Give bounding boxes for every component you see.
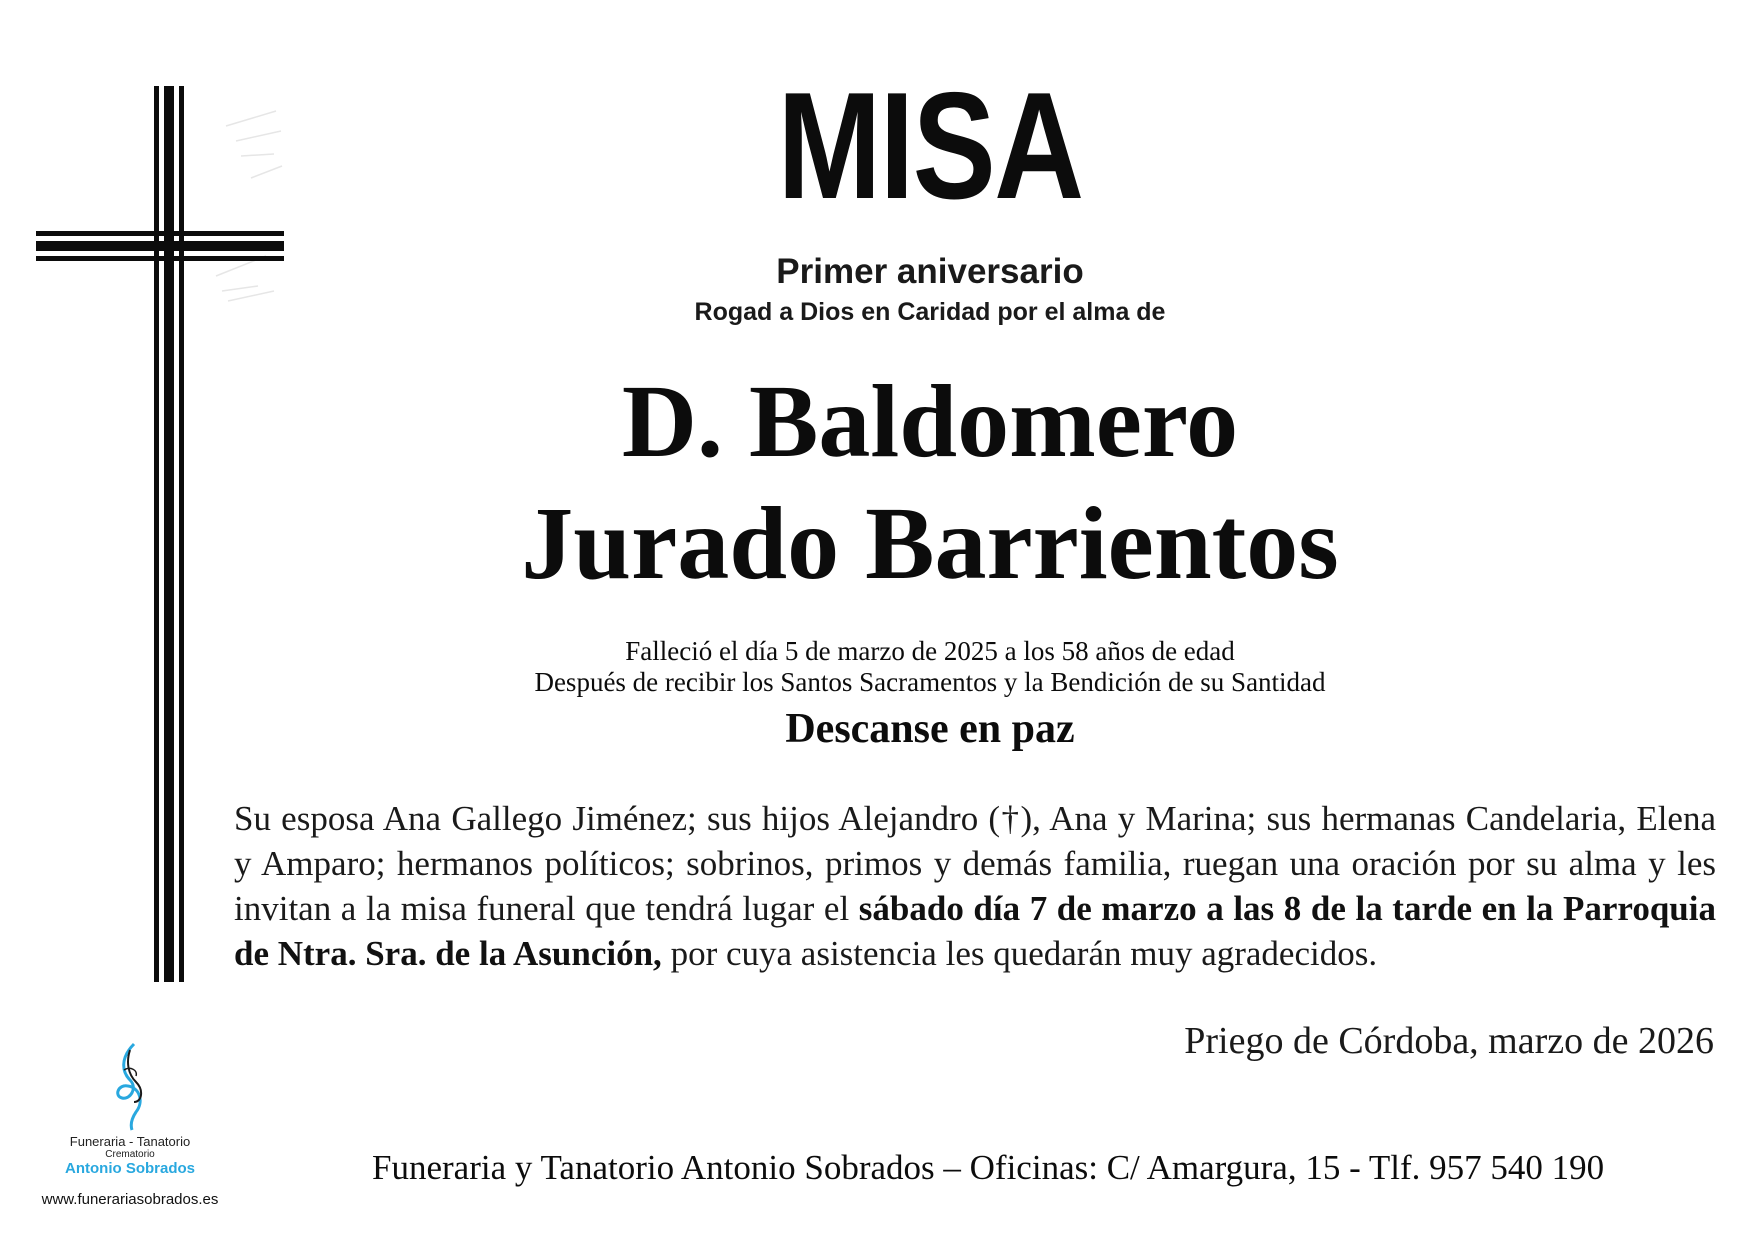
- funeral-home-logo-icon: [100, 1040, 160, 1132]
- funeral-home-logo: [30, 1040, 230, 1220]
- mass-details: sábado día 7 de marzo a las 8 de la tarde en la Parroquia de Ntra. Sra. de la Asunción,: [234, 889, 1716, 973]
- announcement-text-part2: por cuya asistencia les quedarán muy agradecidos.: [661, 934, 1378, 973]
- subtitle: Primer aniversario: [776, 252, 1084, 291]
- death-info: Falleció el día 5 de marzo de 2025 a los 58 años de edad: [625, 636, 1235, 666]
- prayer-line: Rogad a Dios en Caridad por el alma de: [694, 298, 1166, 326]
- logo-text-line3: Antonio Sobrados: [65, 1160, 195, 1177]
- page-title: MISA: [777, 61, 1083, 231]
- announcement-text-part1: Su esposa Ana Gallego Jiménez; sus hijos Alejandro (†), Ana y Marina; sus hermanas Candelaria, Elena y Amparo; hermanos políticos; sobrinos, primos y demás familia, ruegan una oración por su alma y les invitan a la misa funeral que tendrá lugar el: [234, 799, 1716, 928]
- logo-text-line2: Crematorio: [105, 1149, 155, 1160]
- announcement-text: [234, 796, 1716, 976]
- deceased-name-line2: Jurado Barrientos: [521, 486, 1339, 601]
- sacraments-line: Después de recibir los Santos Sacramentos y la Bendición de su Santidad: [534, 667, 1326, 697]
- footer-contact: Funeraria y Tanatorio Antonio Sobrados – Oficinas: C/ Amargura, 15 - Tlf. 957 540 190: [372, 1148, 1605, 1187]
- rest-in-peace: Descanse en paz: [785, 706, 1075, 752]
- place-date: Priego de Córdoba, marzo de 2026: [1184, 1020, 1714, 1062]
- deceased-name-line1: D. Baldomero: [621, 364, 1239, 479]
- website-link[interactable]: www.funerariasobrados.es: [41, 1191, 219, 1208]
- logo-text-line1: Funeraria - Tanatorio: [69, 1134, 191, 1149]
